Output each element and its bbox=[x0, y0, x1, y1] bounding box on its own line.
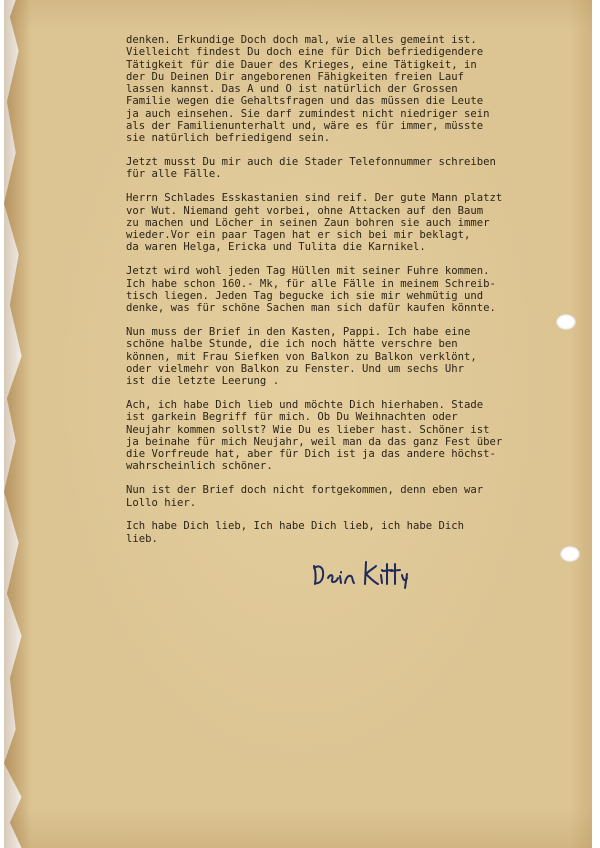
text-line: ist garkein Begriff für mich. Ob Du Weihnachten oder bbox=[126, 411, 458, 424]
text-line: wahrscheinlich schöner. bbox=[126, 460, 273, 473]
letter-body bbox=[126, 34, 576, 556]
text-line: Ich habe Dich lieb, Ich habe Dich lieb, ich habe Dich bbox=[126, 520, 465, 533]
text-line: lieb. bbox=[126, 532, 158, 545]
text-line: Familie wegen die Gehaltsfragen und das müssen die Leute bbox=[126, 95, 484, 108]
paragraph bbox=[126, 156, 576, 181]
paragraph bbox=[126, 34, 576, 145]
text-line: sie natürlich befriedigend sein. bbox=[126, 132, 331, 145]
text-line: vor Wut. Niemand geht vorbei, ohne Attacken auf den Baum bbox=[126, 204, 484, 217]
text-line: für alle Fälle. bbox=[126, 168, 222, 181]
text-line: oder vielmehr von Balkon zu Fenster. Und um sechs Uhr bbox=[126, 362, 465, 375]
text-line: als der Familienunterhalt und, wäre es für immer, müsste bbox=[126, 120, 484, 133]
text-line: können, mit Frau Siefken von Balkon zu Balkon verklönt, bbox=[126, 350, 477, 363]
paragraph bbox=[126, 520, 576, 545]
text-line: Jetzt wird wohl jeden Tag Hüllen mit seiner Fuhre kommen. bbox=[126, 265, 490, 278]
text-line: da waren Helga, Ericka und Tulita die Karnikel. bbox=[126, 241, 426, 254]
paragraph bbox=[126, 192, 576, 253]
text-line: Tätigkeit für die Dauer des Krieges, eine Tätigkeit, in bbox=[126, 58, 477, 71]
text-line: wieder.Vor ein paar Tagen hat er sich bei mir beklagt, bbox=[126, 229, 471, 242]
text-line: schöne halbe Stunde, die ich noch hätte verschre ben bbox=[126, 338, 458, 351]
text-line: die Vorfreude hat, aber für Dich ist ja das andere höchst- bbox=[126, 448, 496, 461]
paragraph bbox=[126, 265, 576, 314]
text-line: ist die letzte Leerung . bbox=[126, 375, 280, 388]
paragraph bbox=[126, 399, 576, 473]
text-line: Jetzt musst Du mir auch die Stader Telefonnummer schreiben bbox=[126, 156, 496, 169]
handwritten-signature bbox=[310, 556, 410, 590]
text-line: Ich habe schon 160.- Mk, für alle Fälle in meinem Schreib- bbox=[126, 277, 496, 290]
text-line: Nun ist der Brief doch nicht fortgekommen, denn eben war bbox=[126, 484, 484, 497]
text-line: denken. Erkundige Doch doch mal, wie alles gemeint ist. bbox=[126, 34, 477, 46]
text-line: Neujahr kommen sollst? Wie Du es lieber hast. Schöner ist bbox=[126, 423, 490, 436]
text-line: lassen kannst. Das A und O ist natürlich der Grossen bbox=[126, 83, 458, 96]
text-line: denke, was für schöne Sachen man sich dafür kaufen könnte. bbox=[126, 302, 496, 315]
text-line: ja auch einsehen. Sie darf zumindest nicht niedriger sein bbox=[126, 107, 490, 120]
text-line: Nun muss der Brief in den Kasten, Pappi. Ich habe eine bbox=[126, 325, 471, 338]
text-line: tisch liegen. Jeden Tag begucke ich sie mir wehmütig und bbox=[126, 289, 484, 302]
text-line: Herrn Schlades Esskastanien sind reif. Der gute Mann platzt bbox=[126, 192, 503, 205]
text-line: Lollo hier. bbox=[126, 496, 197, 509]
paragraph bbox=[126, 484, 576, 509]
text-line: Ach, ich habe Dich lieb und möchte Dich hierhaben. Stade bbox=[126, 398, 484, 411]
paragraph bbox=[126, 326, 576, 387]
text-line: zu machen und Löcher in seinen Zaun bohren sie auch immer bbox=[126, 216, 490, 229]
text-line: ja beinahe für mich Neujahr, weil man da das ganz Fest über bbox=[126, 435, 503, 448]
text-line: der Du Deinen Dir angeborenen Fähigkeiten freien Lauf bbox=[126, 70, 465, 83]
text-line: Vielleicht findest Du doch eine für Dich befriedigendere bbox=[126, 46, 484, 59]
